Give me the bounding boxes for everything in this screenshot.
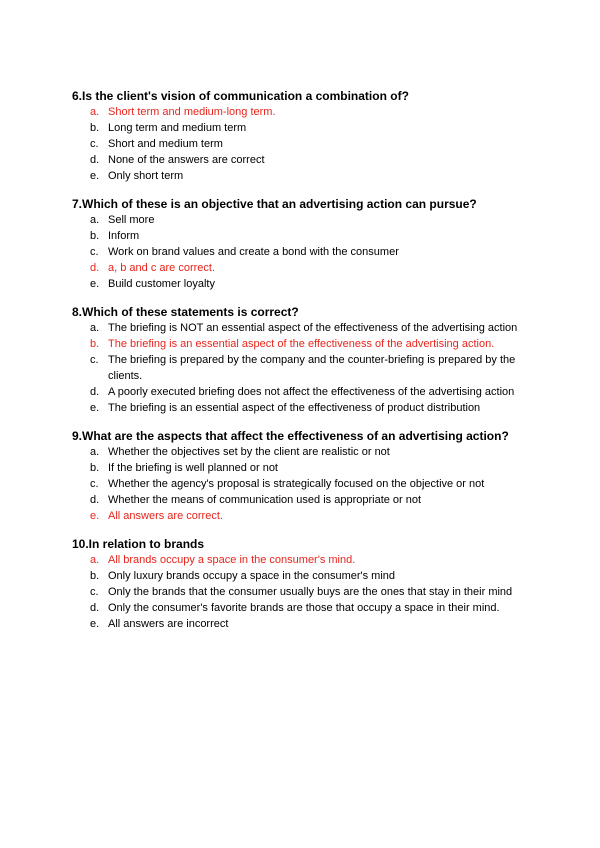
question-9 xyxy=(72,428,532,524)
answer-option xyxy=(72,244,532,260)
option-text: None of the answers are correct xyxy=(108,154,265,166)
answer-options xyxy=(72,320,532,416)
option-text: The briefing is an essential aspect of the effectiveness of the advertising action. xyxy=(108,338,495,350)
option-text: The briefing is an essential aspect of the effectiveness of product distribution xyxy=(108,402,481,414)
option-letter: c. xyxy=(90,138,99,150)
question-title: 8.Which of these statements is correct? xyxy=(72,305,299,319)
option-letter: b. xyxy=(90,230,100,242)
option-letter: a. xyxy=(90,214,100,226)
answer-option xyxy=(72,212,532,228)
answer-option-correct xyxy=(72,552,532,568)
answer-option-correct xyxy=(72,336,532,352)
option-text: Whether the means of communication used is appropriate or not xyxy=(108,494,422,506)
answer-option xyxy=(72,444,532,460)
answer-option xyxy=(72,152,532,168)
question-6 xyxy=(72,88,532,184)
question-title: 10.In relation to brands xyxy=(72,537,205,551)
question-7 xyxy=(72,196,532,292)
option-letter: d. xyxy=(90,494,100,506)
answer-option xyxy=(72,228,532,244)
option-text: Short and medium term xyxy=(108,138,223,150)
question-10 xyxy=(72,536,532,632)
answer-option xyxy=(72,600,532,616)
option-letter: e. xyxy=(90,170,100,182)
question-title: 9.What are the aspects that affect the effectiveness of an advertising action? xyxy=(72,429,509,443)
option-text: Only the consumer's favorite brands are those that occupy a space in their mind. xyxy=(108,602,500,614)
option-letter: a. xyxy=(90,446,100,458)
question-title: 6.Is the client's vision of communication a combination of? xyxy=(72,89,409,103)
option-letter: d. xyxy=(90,386,100,398)
answer-option xyxy=(72,492,532,508)
answer-option xyxy=(72,476,532,492)
option-text: Whether the agency's proposal is strategically focused on the objective or not xyxy=(108,478,485,490)
option-text: Only luxury brands occupy a space in the consumer's mind xyxy=(108,570,396,582)
answer-option xyxy=(72,136,532,152)
option-letter: d. xyxy=(90,602,100,614)
answer-options xyxy=(72,212,532,292)
option-letter: b. xyxy=(90,462,100,474)
answer-options xyxy=(72,104,532,184)
answer-option xyxy=(72,120,532,136)
option-letter: a. xyxy=(90,554,100,566)
option-letter: b. xyxy=(90,122,100,134)
answer-option xyxy=(72,352,532,384)
question-title: 7.Which of these is an objective that an advertising action can pursue? xyxy=(72,197,477,211)
option-text: a, b and c are correct. xyxy=(108,262,215,274)
option-text: All brands occupy a space in the consumer's mind. xyxy=(108,554,356,566)
option-text: Long term and medium term xyxy=(108,122,247,134)
option-letter: d. xyxy=(90,154,100,166)
answer-option xyxy=(72,384,532,400)
option-letter: b. xyxy=(90,338,100,350)
option-text: Only short term xyxy=(108,170,184,182)
option-letter: c. xyxy=(90,478,99,490)
answer-option xyxy=(72,460,532,476)
option-text: Sell more xyxy=(108,214,155,226)
option-letter: e. xyxy=(90,510,100,522)
option-text: Build customer loyalty xyxy=(108,278,215,290)
answer-options xyxy=(72,444,532,524)
option-text: Whether the objectives set by the client are realistic or not xyxy=(108,446,390,458)
option-text: Only the brands that the consumer usually buys are the ones that stay in their mind xyxy=(108,586,513,598)
answer-option xyxy=(72,616,532,632)
option-letter: c. xyxy=(90,246,99,258)
question-8 xyxy=(72,304,532,416)
option-text: Inform xyxy=(108,230,140,242)
answer-option xyxy=(72,400,532,416)
option-text: Work on brand values and create a bond with the consumer xyxy=(108,246,399,258)
answer-option xyxy=(72,168,532,184)
option-letter: a. xyxy=(90,106,100,118)
answer-option-correct xyxy=(72,104,532,120)
option-letter: d. xyxy=(90,262,100,274)
answer-option xyxy=(72,584,532,600)
answer-option xyxy=(72,568,532,584)
option-text: If the briefing is well planned or not xyxy=(108,462,278,474)
option-text: All answers are correct. xyxy=(108,510,223,522)
quiz-questions xyxy=(72,88,532,644)
option-letter: c. xyxy=(90,354,99,366)
answer-option xyxy=(72,276,532,292)
answer-option-correct xyxy=(72,508,532,524)
option-letter: a. xyxy=(90,322,100,334)
option-text: A poorly executed briefing does not affect the effectiveness of the advertising action xyxy=(108,386,515,398)
option-text: All answers are incorrect xyxy=(108,618,229,630)
option-letter: e. xyxy=(90,278,100,290)
answer-option xyxy=(72,320,532,336)
answer-option-correct xyxy=(72,260,532,276)
option-text: The briefing is prepared by the company and the counter-briefing is prepared by the clients. xyxy=(108,354,516,382)
option-letter: b. xyxy=(90,570,100,582)
option-letter: c. xyxy=(90,586,99,598)
answer-options xyxy=(72,552,532,632)
option-text: Short term and medium-long term. xyxy=(108,106,276,118)
option-letter: e. xyxy=(90,618,100,630)
option-letter: e. xyxy=(90,402,100,414)
option-text: The briefing is NOT an essential aspect of the effectiveness of the advertising action xyxy=(108,322,518,334)
